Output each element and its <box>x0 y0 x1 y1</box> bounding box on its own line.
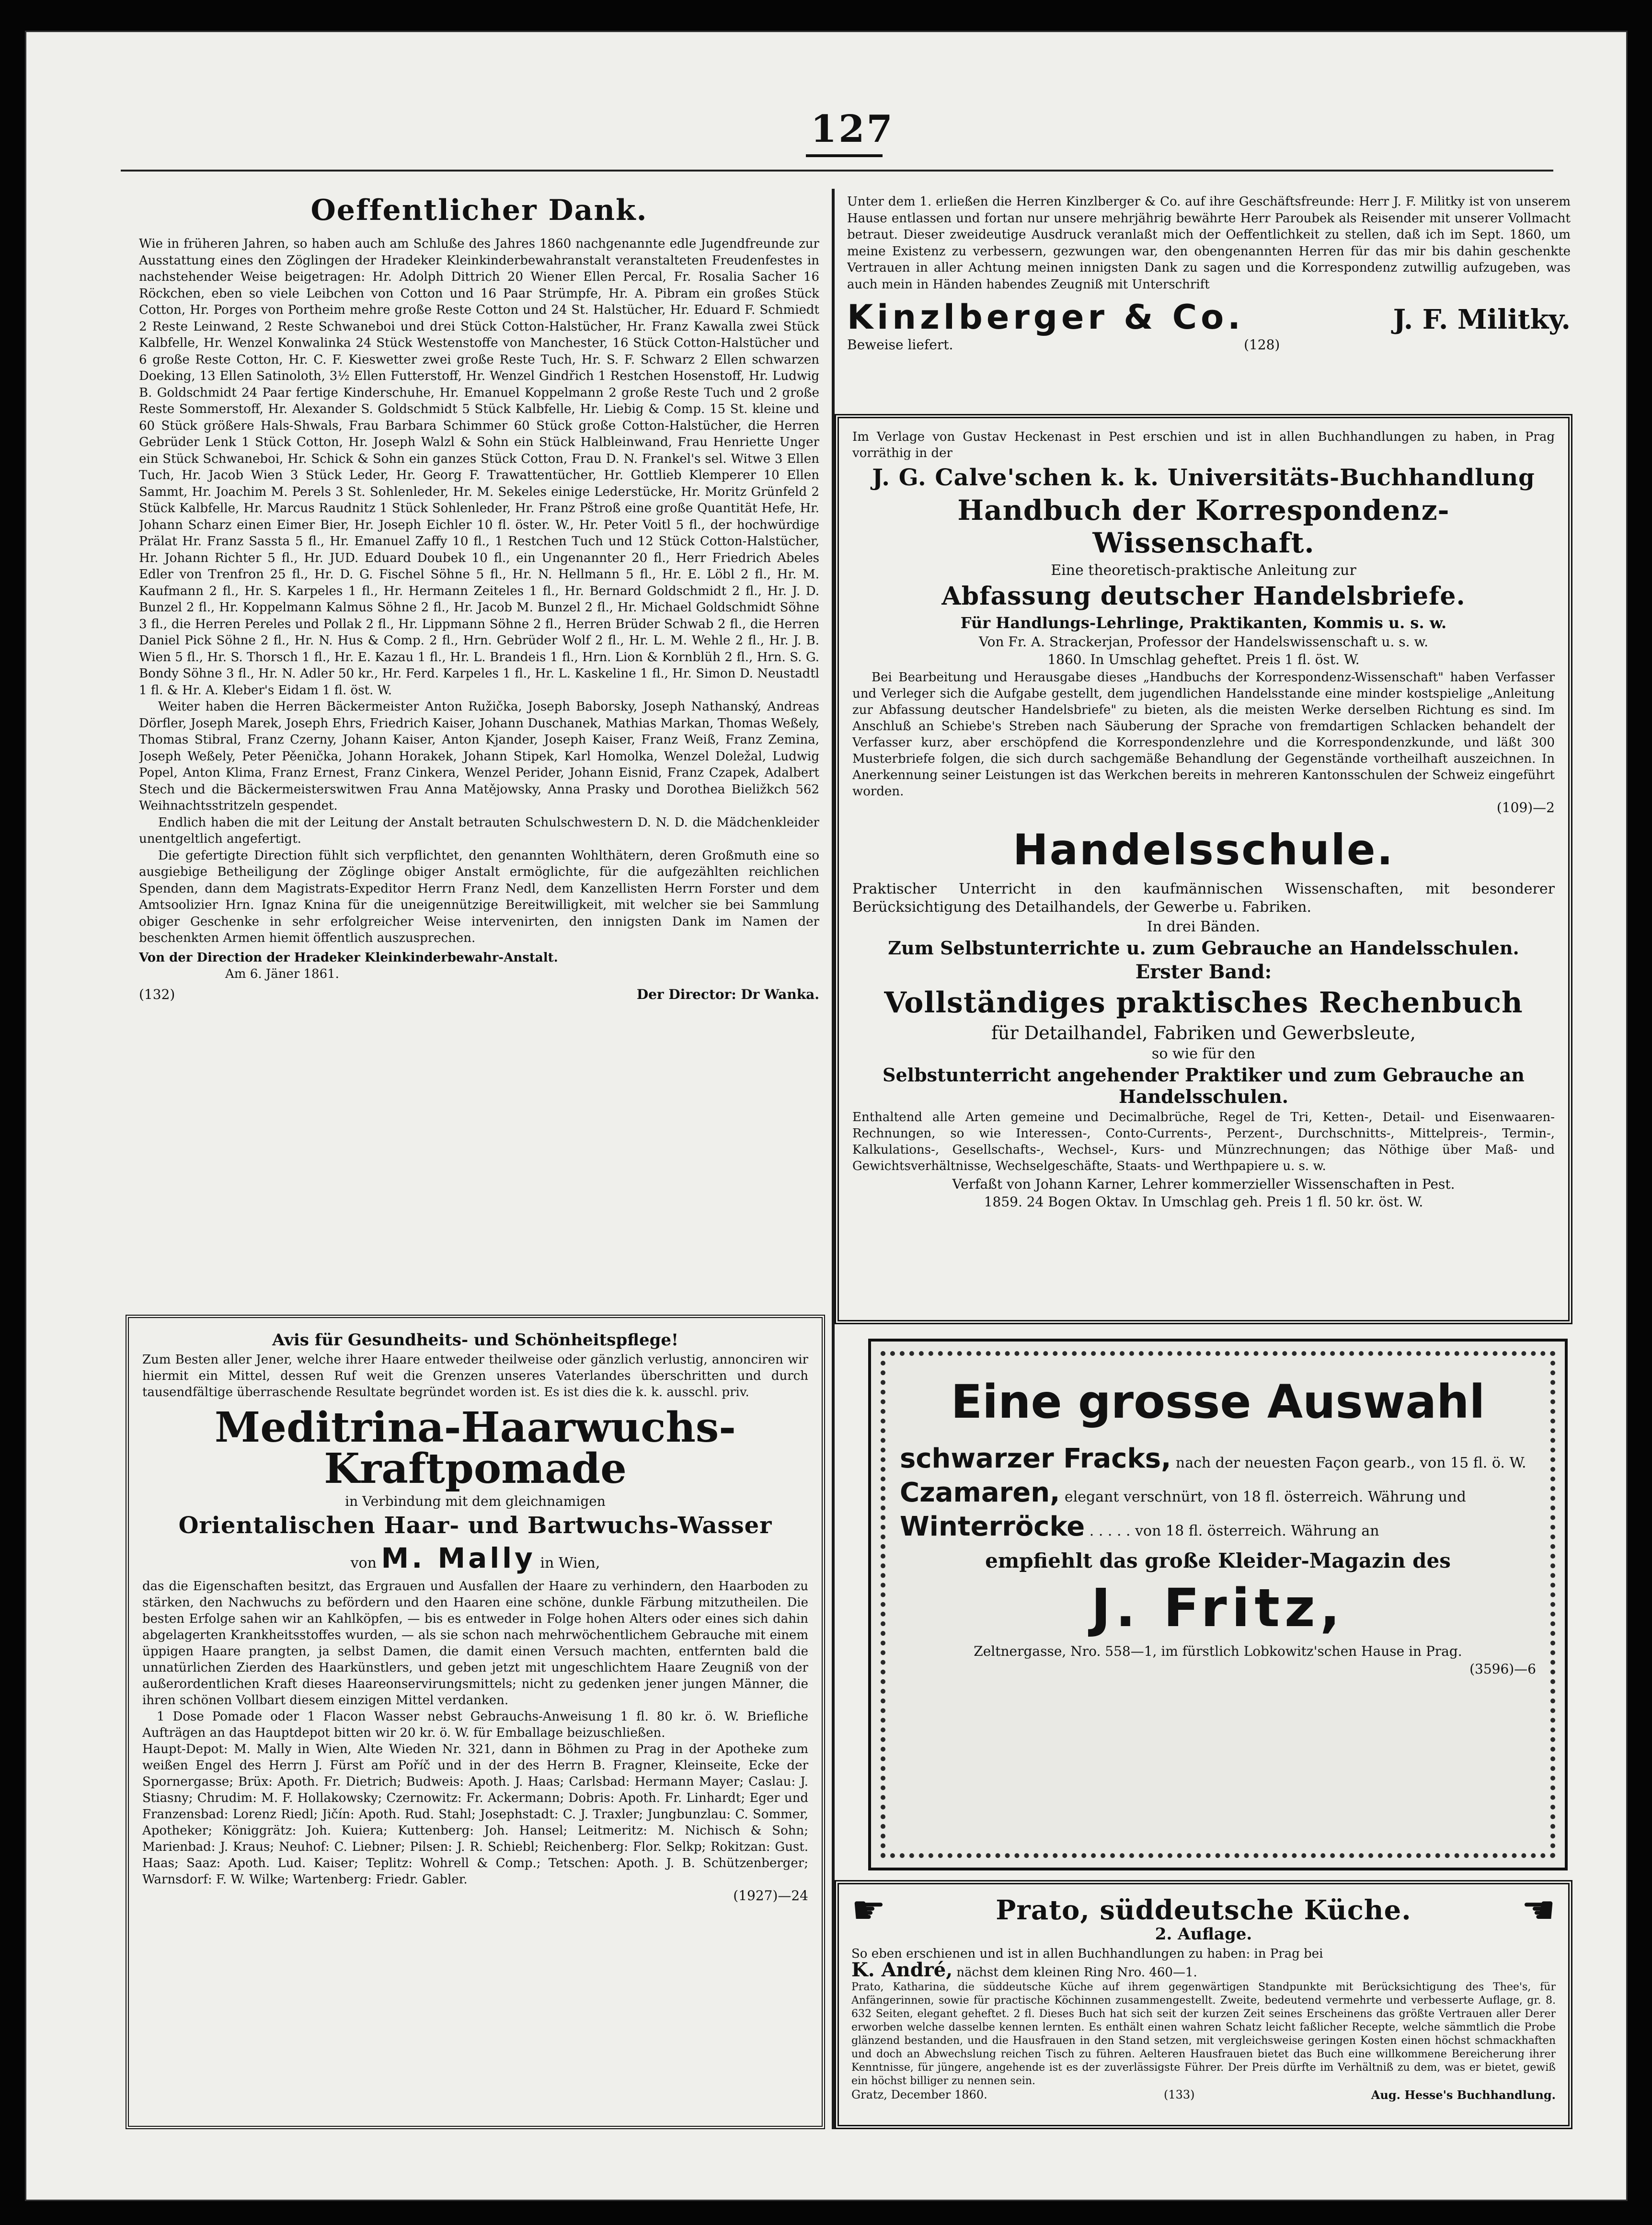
book-ad-sub8: Selbstunterricht angehender Praktiker und zum Gebrauche an Handelsschulen. <box>883 1064 1525 1107</box>
fritz-ad-inner <box>900 1365 1536 1844</box>
book-ad-sub4: Praktischer Unterricht in den kaufmännischen Wissenschaften, mit besonderer Berücksichtigung des Detailhandels, der Gewerbe u. Fabriken. <box>852 881 1555 916</box>
statement-body: Unter dem 1. erließen die Herren Kinzlberger & Co. auf ihre Geschäftsfreunde: Herr J. F. Militky ist von unserem Hause entlassen und fortan nur unsere mehrjährig bewährte Herr Paroubek als Reisender mit unserer Vollmacht betraut. Dieser zweideutige Ausdruck veranlaßt mich der Oeffentlichkeit zu stellen, daß ich im Sept. 1860, um meine Existenz zu verbessern, gezwungen war, den obengenannten Herren für das mir bis dahin geschenkte Vertrauen in aller Achtung meinen innigsten Dank zu sagen und die Korrespondenz zutwillig aufzugeben, was auch mein in Händen habendes Zeugniß mit Unterschrift <box>847 195 1571 292</box>
fritz-item-2-name: Czamaren, <box>900 1477 1060 1508</box>
book-ad-title2: Handelsschule. <box>1012 825 1394 874</box>
book-ad-author2: Verfaßt von Johann Karner, Lehrer kommerzieller Wissenschaften in Pest. <box>952 1176 1455 1192</box>
book-ad-intro: Im Verlage von Gustav Heckenast in Pest erschien und ist in allen Buchhandlungen zu haben, in Prag vorräthig in der <box>852 430 1555 460</box>
prato-ref: (133) <box>1163 2088 1195 2101</box>
militky-statement <box>847 194 1571 409</box>
pomade-maker: M. Mally <box>381 1542 536 1574</box>
fritz-item-1 <box>900 1443 1536 1474</box>
article-body-thanks: Die gefertigte Direction fühlt sich verpflichtet, den genannten Wohlthätern, deren Großmuth eine so ausgiebige Betheiligung der Zöglinge obiger Anstalt ermöglichte, für die aufgezählten reichlichen Spenden, dann dem Magistrats-Expeditor Herrn Franz Nedl, dem Kanzellisten Herrn Forster und dem Amtsoolizier Hrn. Ignaz Knina für die uneigennützige Bereitwilligkeit, mit welcher sie bei Sammlung obiger Geschenke in sehr erfolgreicher Weise intervenirten, den innigsten Dank im Namen der beschenkten Armen hiemit öffentlich auszusprechen. <box>139 848 819 945</box>
article-ref: (132) <box>139 986 175 1002</box>
article-date: Am 6. Jäner 1861. <box>225 967 339 981</box>
book-ad-sub2: Abfassung deutscher Handelsbriefe. <box>941 582 1466 611</box>
fritz-ad <box>868 1339 1568 1870</box>
prato-footer <box>851 2088 1556 2102</box>
prato-ad <box>835 1880 1572 2129</box>
fritz-item-3-name: Winterröcke <box>900 1511 1085 1542</box>
pomade-ad-intro: Zum Besten aller Jener, welche ihrer Haare entweder theilweise oder gänzlich verlustig, annonciren wir hiermit ein Mittel, dessen Ruf weit die Grenzen unseres Vaterlandes überschritten und durch tausendfältige überraschende Resultate begründet worden ist. Es ist dies die k. k. ausschl. priv. <box>142 1353 808 1399</box>
book-ad-year: 1860. In Umschlag geheftet. Preis 1 fl. öst. W. <box>1047 652 1360 667</box>
article-signoff: Von der Direction der Hradeker Kleinkinderbewahr-Anstalt. <box>139 950 558 965</box>
book-ad-author: Von Fr. A. Strackerjan, Professor der Handelswissenschaft u. s. w. <box>978 634 1429 650</box>
article-body: Wie in früheren Jahren, so haben auch am Schluße des Jahres 1860 nachgenannte edle Jugendfreunde zur Ausstattung eines den Zöglingen der Hradeker Kleinkinderbewahranstalt veranstalteten Freudenfestes in nachstehender Weise beigetragen: Hr. Adolph Dittrich 20 Wiener Ellen Percal, Fr. Rosalia Sacher 16 Röckchen, eben so viele Leibchen von Cotton und 16 Paar Strümpfe, Hr. A. Pibram ein großes Stück Cotton, Hr. Porges von Portheim mehre große Reste Cotton und 24 St. Halstücher, Hr. Eduard F. Schmiedt 2 Reste Leinwand, 2 Reste Schwaneboi und drei Stück Cotton-Halstücher, Hr. Franz Kawalla zwei Stück Kalbfelle, Hr. Wenzel Konwalinka 24 Stück Westenstoffe von Manchester, 16 Stück Cotton-Halstücher und 6 große Reste Cotton, Hr. C. F. Kieswetter zwei große Reste Tuch, Hr. S. F. Schwarz 2 Ellen schwarzen Doeking, 13 Ellen Satinoloth, 3½ Ellen Futterstoff, Hr. Wenzel Gindřich 1 Restchen Hosenstoff, Hr. Ludwig B. Goldschmidt 24 Paar fertige Kinderschuhe, Hr. Emanuel Koppelmann 2 große Reste Tuch und 2 große Reste Sommerstoff, Hr. Alexander S. Goldschmidt 5 Stück Kalbfelle, Hr. Liebig & Comp. 15 St. kleine und 60 Stück größere Hals-Shwals, Frau Barbara Schimmer 60 Stück große Cotton-Halstücher, die Herren Gebrüder Lenk 1 Stück Cotton, Hr. Joseph Walzl & Sohn ein Stück Halbleinwand, Frau Henriette Unger ein Stück Schwaneboi, Hr. Schick & Sohn ein ganzes Stück Cotton, Frau D. N. Frankel's sel. Witwe 3 Ellen Tuch, Hr. Jacob Wien 3 Stück Leder, Hr. Georg F. Trawattentücher, Hr. Gottlieb Klemperer 10 Ellen Sammt, Hr. Joachim M. Perels 3 St. Sohlenleder, Hr. M. Sekeles einige Lederstücke, Hr. Moritz Grünfeld 2 Stück Kalbfelle, Hr. Marcus Raudnitz 1 Stück Sohlenleder, Hr. Franz Pštroß eine große Quantität Hefe, Hr. Johann Scharz einen Eimer Bier, Hr. Joseph Eichler 10 fl. öster. W., Hr. Peter Voitl 5 fl., der hochwürdige Prälat Hr. Franz Sassta 5 fl., Hr. Emanuel Zaffy 10 fl., 1 Restchen Tuch und 12 Stück Cotton-Halstücher, Hr. Johann Richter 5 fl., Hr. JUD. Eduard Doubek 10 fl., ein Ungenannter 20 fl., Herr Friedrich Abeles Edler von Trenfron 25 fl., Hr. D. G. Fischel Söhne 5 fl., Hr. N. Hellmann 5 fl., Hr. E. Löbl 2 fl., Hr. M. Kaufmann 2 fl., Hr. S. Karpeles 1 fl., Hr. Hermann Zeiteles 1 fl., Hr. Bernard Goldschmidt 2 fl., Hr. J. D. Bunzel 2 fl., Hr. Koppelmann Kalmus Söhne 2 fl., Hr. Jacob M. Bunzel 2 fl., Hr. Michael Goldschmidt Söhne 3 fl., die Herren Pereles und Pollak 2 fl., Hr. Lippmann Söhne 2 fl., Herren Brüder Schwab 2 fl., die Herren Daniel Pick Söhne 2 fl., Hr. N. Hus & Comp. 2 fl., Hrn. Gebrüder Wolf 2 fl., Hr. L. M. Wehle 2 fl., Hr. J. B. Wien 5 fl., Hr. S. Thorsch 1 fl., Hr. E. Kazau 1 fl., Hr. L. Brandeis 1 fl., Hrn. Lion & Kornblüh 2 fl., Hrn. S. G. Bondy Söhne 3 fl., Hr. N. Adler 50 kr., Hr. Ferd. Karpeles 1 fl., Hr. L. Kaskeline 1 fl., Hr. Simon D. Neustadtl 1 fl. & Hr. A. Kleber's Eidam 1 fl. öst. W. <box>139 237 819 698</box>
pomade-ad-title: Avis für Gesundheits- und Schönheitspflege! <box>272 1330 678 1350</box>
statement-firm-1: Kinzlberger & Co. <box>847 298 1244 337</box>
statement-ref: (128) <box>1244 337 1280 353</box>
book-ad-sub3: Für Handlungs-Lehrlinge, Praktikanten, Kommis u. s. w. <box>960 614 1447 632</box>
prato-intro: So eben erschienen und ist in allen Buchhandlungen zu haben: in Prag bei <box>851 1947 1323 1961</box>
statement-footer <box>847 337 1571 353</box>
pointing-hand-right-icon: ☛ <box>851 1888 886 1932</box>
pomade-link-text: in Verbindung mit dem gleichnamigen <box>345 1493 606 1509</box>
statement-firm-2: J. F. Militky. <box>1393 304 1571 335</box>
article-heading: Oeffentlicher Dank. <box>310 194 648 227</box>
fritz-ad-title: Eine grosse Auswahl <box>951 1375 1485 1429</box>
prato-body: Prato, Katharina, die süddeutsche Küche auf ihrem gegenwärtigen Standpunkte mit Berücksichtigung des Thee's, für Anfängerinnen, sowie für practische Köchinnen zusammengestellt. Zweite, bedeutend vermehrte und verbesserte Auflage, gr. 8. 632 Seiten, elegant geheftet. 2 fl. Dieses Buch hat sich seit der kurzen Zeit seines Erscheinens das größte Vertrauen aller Derer erworben welche dasselbe kennen lernten. Es enthält einen wahren Schatz leicht faßlicher Recepte, welche sämmtlich die Probe glänzend bestanden, und die Hausfrauen in den Stand setzen, mit vergleichsweise geringen Kosten einen höchst schmackhaften und doch an Abwechslung reichen Tisch zu führen. Aelteren Hausfrauen bietet das Buch eine willkommene Bereicherung ihrer Kenntnisse, für jüngere, angehende ist es der zuverlässigste Führer. Der Preis dürfte im Verhältniß zu dem, was er bietet, gewiß ein höchst billiger zu nennen sein. <box>851 1981 1556 2087</box>
fritz-item-3-detail: . . . . . von 18 fl. österreich. Währung an <box>1089 1523 1379 1539</box>
article-footer <box>139 986 819 1002</box>
pomade-maker-prefix: von <box>350 1555 377 1571</box>
book-ad-sub5: Zum Selbstunterrichte u. zum Gebrauche an Handelsschulen. <box>888 937 1519 959</box>
page-number-rule <box>806 154 883 157</box>
book-ad-shop: J. G. Calve'schen k. k. Universitäts-Buchhandlung <box>872 464 1535 491</box>
pomade-maker-city: in Wien, <box>540 1555 600 1571</box>
pomade-product-name-2: Orientalischen Haar- und Bartwuchs-Wasser <box>178 1512 772 1539</box>
prato-shop: K. André, <box>851 1959 953 1981</box>
book-ad-vols: In drei Bänden. <box>1147 918 1261 935</box>
fritz-item-3 <box>900 1511 1536 1542</box>
pomade-ad-price: 1 Dose Pomade oder 1 Flacon Wasser nebst Gebrauchs-Anweisung 1 fl. 80 kr. ö. W. Briefliche Aufträgen an das Hauptdepot bitten wir 20 kr. ö. W. für Emballage beizuschließen. <box>142 1709 808 1740</box>
book-ad-year2: 1859. 24 Bogen Oktav. In Umschlag geh. Preis 1 fl. 50 kr. öst. W. <box>984 1194 1423 1210</box>
article-body-bakers: Weiter haben die Herren Bäckermeister Anton Ružička, Joseph Baborsky, Joseph Nathanský, Andreas Dörfler, Joseph Marek, Joseph Ehrs, Friedrich Kaiser, Johann Duschanek, Mathias Markan, Thomas Weßely, Thomas Stibral, Franz Czerny, Johann Kaiser, Anton Kjander, Joseph Kaiser, Franz Weiß, Franz Zemina, Joseph Weßely, Peter Pěenička, Johann Horakek, Johann Stipek, Karl Homolka, Wenzel Doležal, Ludwig Popel, Anton Klima, Franz Ernest, Franz Cinkera, Wenzel Perider, Johann Eisnid, Franz Czapek, Adalbert Stech und die Bäckermeisterswitwen Frau Anna Matějowsky, Anna Prasky und Dorothea Bieližkch 562 Weihnachtsstritzeln gespendet. <box>139 700 819 813</box>
top-divider <box>121 170 1553 172</box>
prato-title: Prato, süddeutsche Küche. <box>996 1894 1411 1926</box>
public-thanks-article <box>139 194 819 1305</box>
statement-firms <box>847 298 1571 337</box>
statement-proof: Beweise liefert. <box>847 337 953 353</box>
prato-place: Gratz, December 1860. <box>851 2088 987 2101</box>
pomade-maker-line <box>142 1542 808 1574</box>
book-ad-sub7: so wie für den <box>1151 1045 1256 1062</box>
newspaper-page <box>25 31 1628 2201</box>
fritz-item-2-detail: elegant verschnürt, von 18 fl. österreich. Währung und <box>1064 1489 1466 1505</box>
prato-signer: Aug. Hesse's Buchhandlung. <box>1371 2088 1556 2102</box>
fritz-firm: J. Fritz, <box>1091 1577 1345 1639</box>
fritz-item-2 <box>900 1477 1536 1508</box>
book-ad-sub6: für Detailhandel, Fabriken und Gewerbsleute, <box>991 1022 1416 1044</box>
book-ad-body: Bei Bearbeitung und Herausgabe dieses „Handbuchs der Korrespondenz-Wissenschaft" haben Verfasser und Verleger sich die Aufgabe gestellt, dem jugendlichen Handelsstande eine minder kostspielige „Anleitung zur Abfassung deutscher Handelsbriefe" zu bieten, als die meisten Werke derselben Richtung es sind. Im Anschluß an Schiebe's Streben nach Säuberung der Sprache von fremdartigen Schlacken behandelt der Verfasser kurz, aber erschöpfend die Korrespondenzlehre und die Korrespondenzkunde, und läßt 300 Musterbriefe folgen, die sich durch sachgemäße Behandlung der Gegenstände vortheilhaft auszeichnen. In Anerkennung seiner Leistungen ist das Werkchen bereits in mehreren Kantonsschulen der Schweiz eingeführt worden. <box>852 670 1555 799</box>
book-ad-ref: (109)—2 <box>1496 800 1555 815</box>
pomade-ad-body: das die Eigenschaften besitzt, das Ergrauen und Ausfallen der Haare zu verhindern, den Haarboden zu stärken, den Nachwuchs zu befördern und den Haaren eine schöne, dunkle Färbung mitzutheilen. Die besten Erfolge sahen wir an Kahlköpfen, — bis es entweder in Folge hohen Alters oder eines sich dahin abgelagerten Krankheitsstoffes wurden, — als sie schon nach mehrwöchentlichem Gebrauche mit einem üppigen Haare prangten, ja selbst Damen, die damit einen Versuch machten, entfernten bald die unnatürlichen Zierden des Haarkünstlers, und geben jetzt mit ungeschlichtem Haare Zeugniß von der außerordentlichen Kraft dieses Haareonservirungsmittels; nicht zu gedenken jener jungen Männer, die ihren schönen Vollbart diesem einzigen Mittel verdanken. <box>142 1579 808 1708</box>
prato-shop-address: nächst dem kleinen Ring Nro. 460—1. <box>956 1965 1197 1980</box>
article-director: Der Director: Dr Wanka. <box>636 986 819 1002</box>
prato-edition: 2. Auflage. <box>1155 1925 1252 1944</box>
pomade-ad <box>126 1315 825 2129</box>
book-ad-band: Erster Band: <box>1135 961 1272 983</box>
fritz-ref: (3596)—6 <box>1469 1661 1536 1677</box>
prato-title-row <box>851 1888 1556 1932</box>
prato-shop-line <box>851 1959 1556 1981</box>
fritz-address: Zeltnergasse, Nro. 558—1, im fürstlich Lobkowitz'schen Hause in Prag. <box>974 1643 1462 1659</box>
article-body-sisters: Endlich haben die mit der Leitung der Anstalt betrauten Schulschwestern D. N. D. die Mädchenkleider unentgeltlich angefertigt. <box>139 815 819 846</box>
pomade-product-name: Meditrina-Haarwuchs-Kraftpomade <box>215 1403 736 1493</box>
book-ad-contents: Enthaltend alle Arten gemeine und Decimalbrüche, Regel de Tri, Ketten-, Detail- und Eisenwaaren-Rechnungen, so wie Interessen-, Conto-Currents-, Perzent-, Durchschnitts-, Mittelpreis-, Termin-, Kalkulations-, Gesellschafts-, Wechsel-, Kurs- und Münzrechnungen; das Nöthige über Maß- und Gewichtsverhältnisse, Wechselgeschäfte, Staats- und Werthpapiere u. s. w. <box>852 1110 1555 1173</box>
fritz-item-1-name: schwarzer Fracks, <box>900 1443 1171 1474</box>
fritz-recommend: empfiehlt das große Kleider-Magazin des <box>985 1549 1451 1572</box>
pomade-ad-depots: Haupt-Depot: M. Mally in Wien, Alte Wieden Nr. 321, dann in Böhmen zu Prag in der Apotheke zum weißen Engel des Herrn J. Fürst am Poříč und in der des Herrn B. Fragner, Kleinseite, Ecke der Spornergasse; Brüx: Apoth. Fr. Dietrich; Budweis: Apoth. J. Haas; Carlsbad: Hermann Mayer; Caslau: J. Stiasny; Chrudim: M. F. Hollakowsky; Czernowitz: Fr. Ackermann; Dobris: Apoth. Fr. Linhardt; Eger und Franzensbad: Lorenz Riedl; Jičín: Apoth. Rud. Stahl; Josephstadt: C. J. Traxler; Jungbunzlau: C. Sommer, Apotheker; Königgrätz: Joh. Kuiera; Kuttenberg: Joh. Hansel; Leitmeritz: M. Nichisch & Sohn; Marienbad: J. Kraus; Neuhof: C. Liebner; Pilsen: J. R. Schiebl; Reichenberg: Flor. Selkp; Rokitzan: Gust. Haas; Saaz: Apoth. Lud. Kaiser; Teplitz: Wohrell & Comp.; Tetschen: Apoth. J. B. Schützenberger; Warnsdorf: F. W. Wilke; Wartenberg: Friedr. Gabler. <box>142 1742 808 1887</box>
page-number: 127 <box>811 107 895 151</box>
fritz-item-1-detail: nach der neuesten Façon gearb., von 15 fl. ö. W. <box>1175 1455 1526 1471</box>
book-ad-title3: Vollständiges praktisches Rechenbuch <box>884 986 1523 1020</box>
pointing-hand-left-icon: ☚ <box>1521 1888 1556 1932</box>
book-ad-handelsschule <box>835 414 1572 1324</box>
book-ad-sub1: Eine theoretisch-praktische Anleitung zur <box>1051 562 1356 579</box>
book-ad-title: Handbuch der Korrespondenz-Wissenschaft. <box>957 494 1450 559</box>
pomade-ad-ref: (1927)—24 <box>733 1888 808 1904</box>
